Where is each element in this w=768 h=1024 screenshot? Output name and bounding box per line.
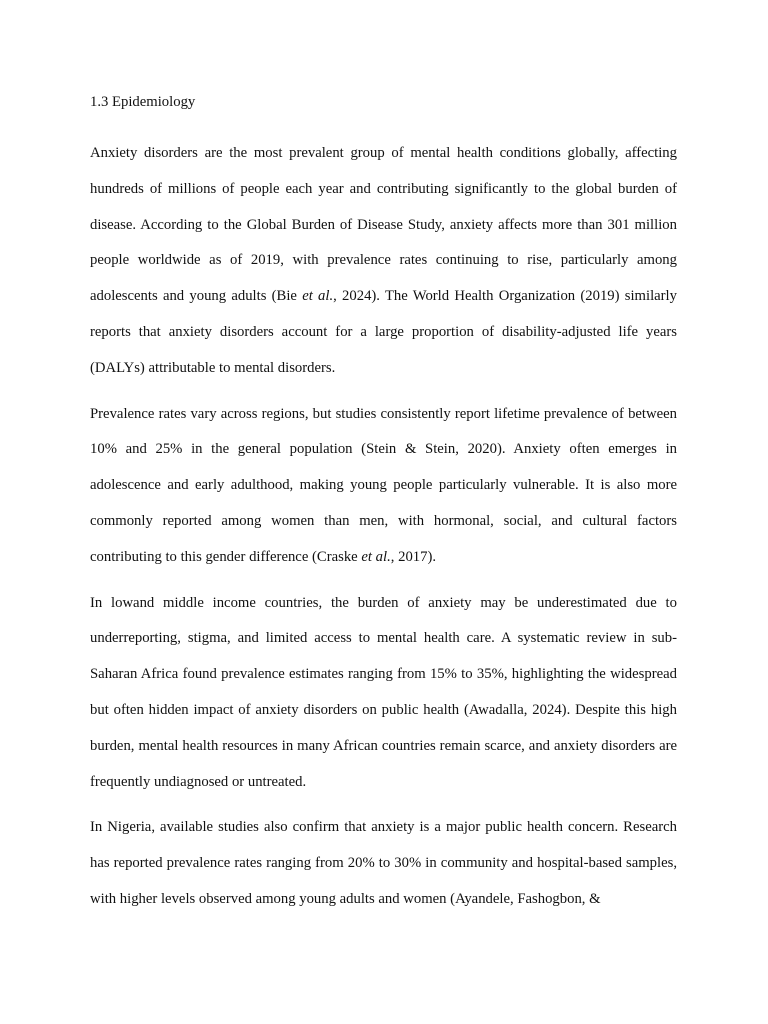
paragraph-text: Anxiety disorders are the most prevalent group of mental health conditions globally, affecting hundreds of millions of people each year and contributing significantly to the global burden of disease. According to the Global Burden of Disease Study, anxiety affects more than 301 million people worldwide as of 2019, with prevalence rates continuing to rise, particularly among adolescents and young adults (Bie [90,145,677,305]
citation-et-al: et al. [361,548,391,565]
paragraph-text: Prevalence rates vary across regions, but studies consistently report lifetime prevalence of between 10% and 25% in the general population (Stein & Stein, 2020). Anxiety often emerges in adolescence and early adulthood, making young people particularly vulnerable. It is also more commonly reported among women than men, with hormonal, social, and cultural factors contributing to this gender difference (Craske [90,405,677,565]
paragraph-regional-prevalence [90,397,677,576]
citation-et-al: et al. [302,288,334,305]
paragraph-text: , 2017). [390,548,437,565]
paragraph-text: In Nigeria, available studies also confirm that anxiety is a major public health concern. Research has reported prevalence rates ranging from 20% to 30% in community and hospital-based samples, with higher levels observed among young adults and women (Ayandele, Fashogbon, & [90,819,677,907]
paragraph-lmic-burden [90,586,677,801]
paragraph-text: , 2024). The World Health Organization (2019) similarly reports that anxiety disorders account for a large proportion of disability-adjusted life years (DALYs) attributable to mental disorders. [90,288,677,376]
paragraph-text: In lowand middle income countries, the burden of anxiety may be underestimated due to underreporting, stigma, and limited access to mental health care. A systematic review in sub-Saharan Africa found prevalence estimates ranging from 15% to 35%, highlighting the widespread but often hidden impact of anxiety disorders on public health (Awadalla, 2024). Despite this high burden, mental health resources in many African countries remain scarce, and anxiety disorders are frequently undiagnosed or untreated. [90,594,677,790]
paragraph-nigeria [90,810,677,917]
section-heading: 1.3 Epidemiology [90,94,196,110]
paragraph-global-prevalence [90,136,677,387]
document-page [90,90,677,928]
